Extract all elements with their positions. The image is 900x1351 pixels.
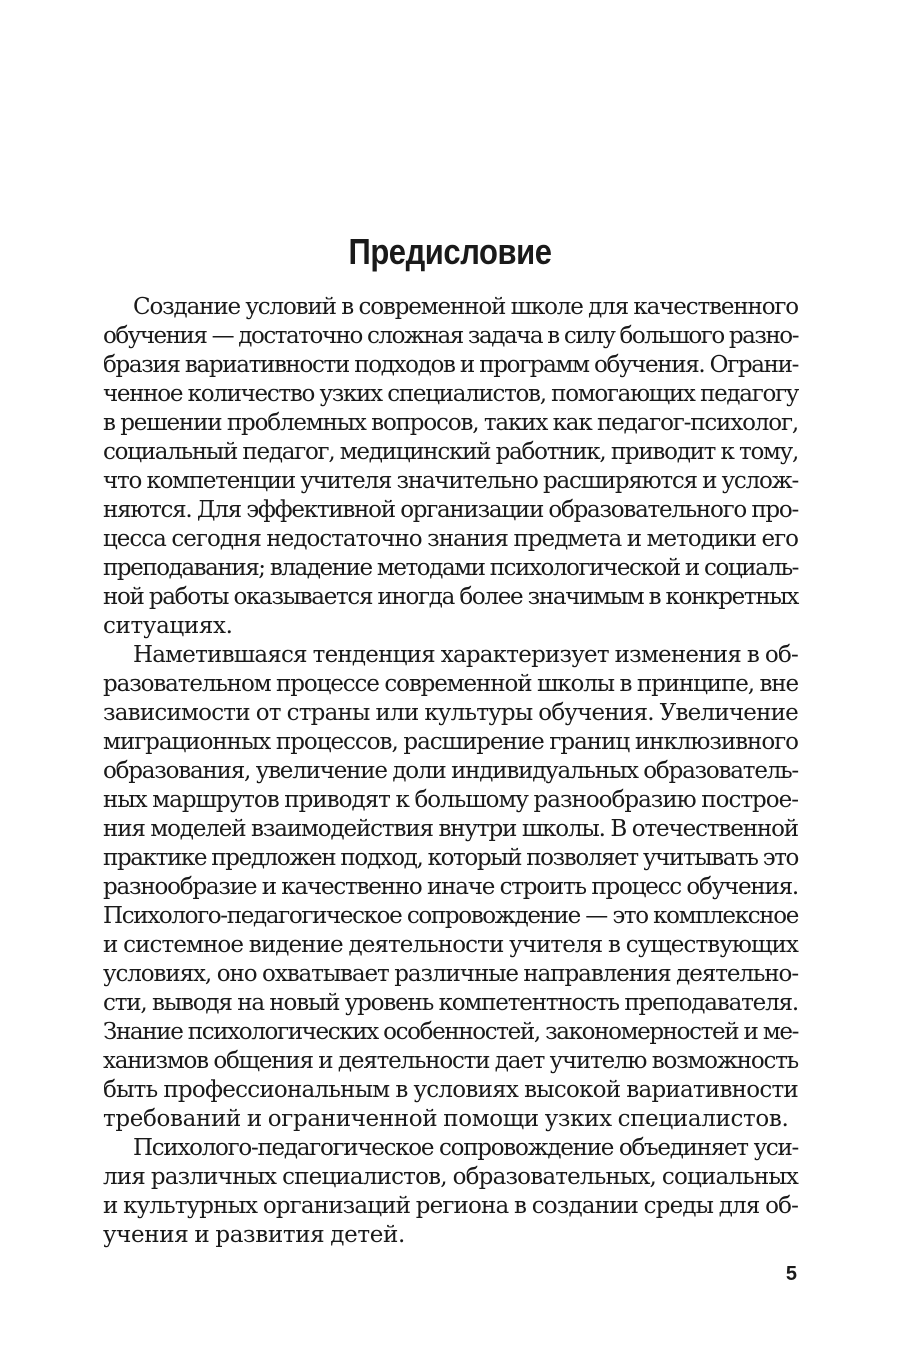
text-line: разовательном процессе современной школы в принципе, вне xyxy=(103,671,798,697)
text-line: Наметившаяся тенденция характеризует изменения в об- xyxy=(133,642,798,668)
text-line: сти, выводя на новый уровень компетентность преподавателя. xyxy=(103,990,798,1016)
text-line: и культурных организаций региона в создании среды для об- xyxy=(103,1193,798,1219)
text-line: практике предложен подход, который позволяет учитывать это xyxy=(103,845,798,871)
text-line: ных маршрутов приводят к большому разнообразию построе- xyxy=(103,787,798,813)
text-line: ния моделей взаимодействия внутри школы. В отечественной xyxy=(103,816,798,842)
text-line: миграционных процессов, расширение границ инклюзивного xyxy=(103,729,798,755)
text-line: ханизмов общения и деятельности дает учителю возможность xyxy=(103,1048,798,1074)
text-line: обучения — достаточно сложная задача в силу большого разно- xyxy=(103,323,798,349)
text-line: няются. Для эффективной организации образовательного про- xyxy=(103,497,798,523)
text-line: в решении проблемных вопросов, таких как педагог-психолог, xyxy=(103,410,798,436)
text-line: что компетенции учителя значительно расширяются и услож- xyxy=(103,468,798,494)
text-line: Психолого-педагогическое сопровождение — это комплексное xyxy=(103,903,798,929)
text-line: Психолого-педагогическое сопровождение объединяет уси- xyxy=(133,1135,798,1161)
text-line: условиях, оно охватывает различные направления деятельно- xyxy=(103,961,798,987)
text-line: Знание психологических особенностей, закономерностей и ме- xyxy=(103,1019,798,1045)
text-line: бразия вариативности подходов и программ обучения. Ограни- xyxy=(103,352,798,378)
text-line: быть профессиональным в условиях высокой вариативности xyxy=(103,1077,798,1103)
page-number: 5 xyxy=(785,1263,797,1285)
text-line: социальный педагог, медицинский работник, приводит к тому, xyxy=(103,439,798,465)
text-line: разнообразие и качественно иначе строить процесс обучения. xyxy=(103,874,798,900)
text-line: преподавания; владение методами психологической и социаль- xyxy=(103,555,798,581)
paragraph-3 xyxy=(103,1134,798,1250)
text-line: ной работы оказывается иногда более значимым в конкретных xyxy=(103,584,798,610)
text-line: ченное количество узких специалистов, помогающих педагогу xyxy=(103,381,798,407)
text-line: требований и ограниченной помощи узких специалистов. xyxy=(103,1106,789,1132)
text-line: лия различных специалистов, образовательных, социальных xyxy=(103,1164,798,1190)
body-text xyxy=(103,293,798,1250)
text-line: Создание условий в современной школе для качественного xyxy=(133,294,798,320)
page-title: Предисловие xyxy=(348,231,552,272)
paragraph-2 xyxy=(103,641,798,1134)
text-line: и системное видение деятельности учителя в существующих xyxy=(103,932,798,958)
paragraph-1 xyxy=(103,293,798,641)
text-line: зависимости от страны или культуры обучения. Увеличение xyxy=(103,700,798,726)
text-line: цесса сегодня недостаточно знания предмета и методики его xyxy=(103,526,798,552)
text-line: образования, увеличение доли индивидуальных образователь- xyxy=(103,758,798,784)
text-line: учения и развития детей. xyxy=(103,1222,405,1248)
text-line: ситуациях. xyxy=(103,613,233,639)
